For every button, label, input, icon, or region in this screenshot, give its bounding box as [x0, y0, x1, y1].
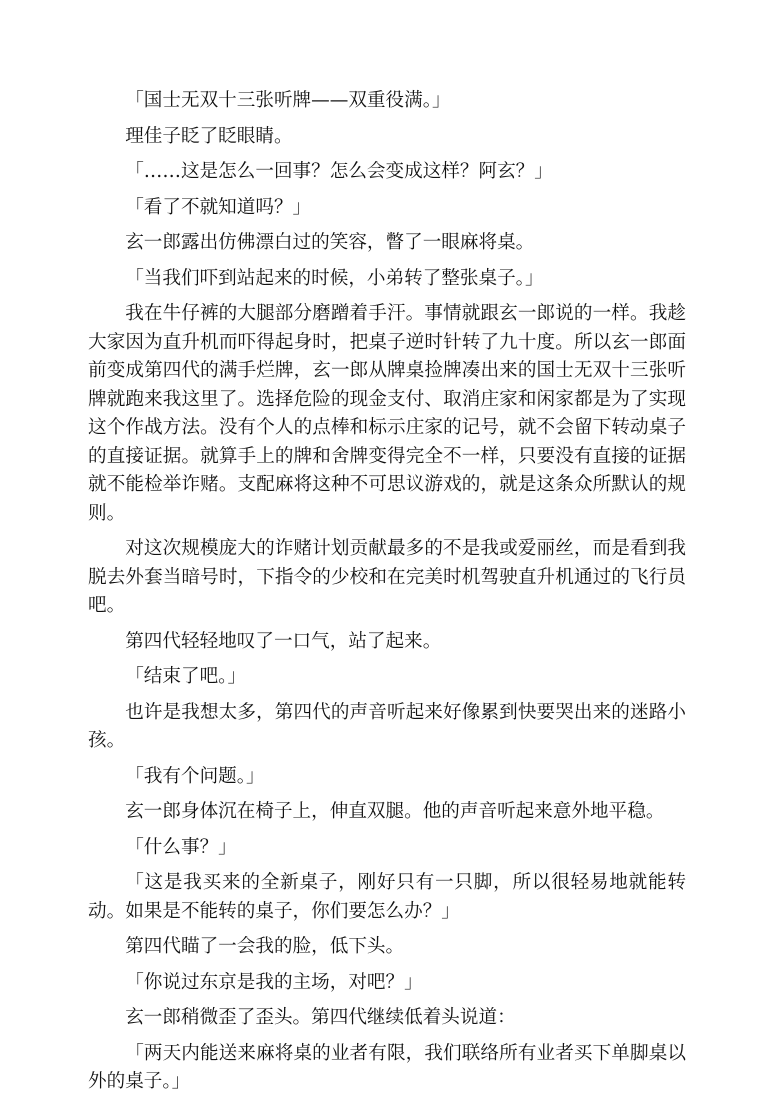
paragraph: 「这是我买来的全新桌子，刚好只有一只脚，所以很轻易地就能转动。如果是不能转的桌子，你们要怎么办？」	[88, 872, 686, 922]
paragraph: 玄一郎稍微歪了歪头。第四代继续低着头说道：	[125, 1007, 516, 1028]
paragraph: 「你说过东京是我的主场，对吧？」	[125, 971, 423, 993]
paragraph: 「当我们吓到站起来的时候，小弟转了整张桌子。」	[125, 267, 544, 289]
body-text	[88, 87, 686, 1104]
paragraph: 「我有个问题。」	[125, 765, 265, 787]
paragraph: 「……这是怎么一回事？怎么会变成这样？阿玄？」	[125, 161, 553, 182]
paragraph: 第四代瞄了一会我的脸，低下头。	[125, 936, 405, 957]
paragraph: 我在牛仔裤的大腿部分磨蹭着手汗。事情就跟玄一郎说的一样。我趁大家因为直升机而吓得起身时，把桌子逆时针转了九十度。所以玄一郎面前变成第四代的满手烂牌，玄一郎从牌桌捡牌凑出来的国士无双十三张听牌就跑来我这里了。选择危险的现金支付、取消庄家和闲家都是为了实现这个作战方法。没有个人的点棒和标示庄家的记号，就不会留下转动桌子的直接证据。就算手上的牌和舍牌变得完全不一样，只要没有直接的证据就不能检举诈赌。支配麻将这种不可思议游戏的，就是这条众所默认的规则。	[88, 303, 686, 524]
paragraph: 玄一郎身体沉在椅子上，伸直双腿。他的声音听起来意外地平稳。	[125, 801, 665, 822]
paragraph: 「什么事？」	[125, 836, 237, 858]
paragraph: 第四代轻轻地叹了一口气，站了起来。	[125, 630, 442, 652]
paragraph: 「两天内能送来麻将桌的业者有限，我们联络所有业者买下单脚桌以外的桌子。」	[88, 1042, 686, 1092]
paragraph: 玄一郎露出仿佛漂白过的笑容，瞥了一眼麻将桌。	[125, 232, 535, 253]
paragraph: 「国士无双十三张听牌——双重役满。」	[125, 90, 451, 111]
paragraph: 理佳子眨了眨眼睛。	[125, 125, 293, 147]
paragraph: 「看了不就知道吗？」	[125, 196, 312, 218]
paragraph: 也许是我想太多，第四代的声音听起来好像累到快要哭出来的迷路小孩。	[88, 701, 686, 751]
paragraph: 对这次规模庞大的诈赌计划贡献最多的不是我或爱丽丝，而是看到我脱去外套当暗号时，下指令的少校和在完美时机驾驶直升机通过的飞行员吧。	[88, 538, 686, 616]
paragraph: 「结束了吧。」	[125, 666, 247, 687]
